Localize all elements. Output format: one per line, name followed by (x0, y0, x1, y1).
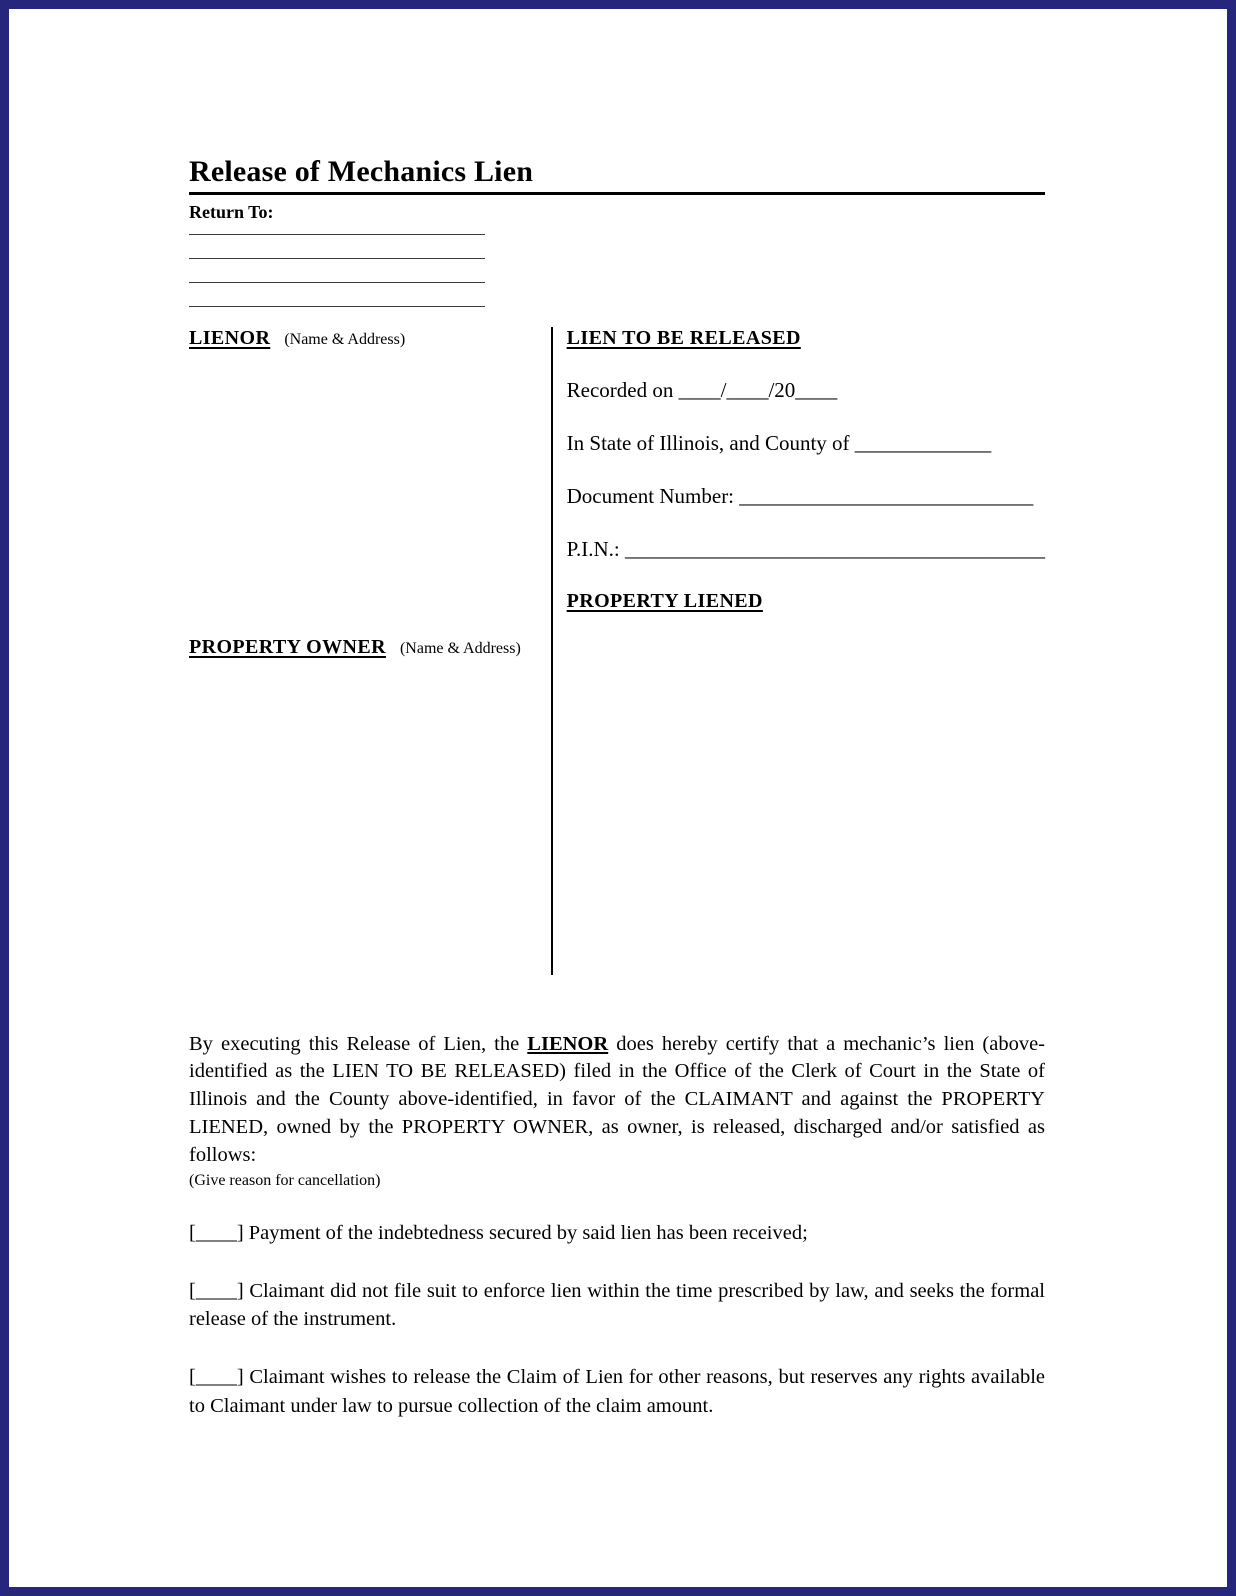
document-content (189, 155, 1045, 1420)
pin-line: P.I.N.: ________________________________________ (566, 536, 1045, 561)
return-to-blank-line (189, 223, 485, 235)
certify-lienor-ref: LIENOR (527, 1032, 609, 1055)
reason-note: (Give reason for cancellation) (189, 1171, 381, 1189)
return-to-blank-line (189, 283, 485, 307)
return-to-lines (189, 223, 485, 307)
property-owner-row (189, 636, 551, 659)
return-to-blank-line (189, 235, 485, 259)
lienor-subtext: (Name & Address) (284, 330, 406, 348)
property-owner-heading: PROPERTY OWNER (189, 635, 386, 658)
property-liened-heading: PROPERTY LIENED (566, 589, 763, 612)
lien-to-be-released-heading: LIEN TO BE RELEASED (566, 326, 801, 349)
lien-details-column (551, 327, 1045, 975)
page-title: Release of Mechanics Lien (189, 155, 534, 188)
parties-column (189, 327, 551, 975)
option-no-suit-filed: [____] Claimant did not file suit to enforce lien within the time prescribed by law, and seeks the formal release of the instrument. (189, 1279, 1045, 1331)
certify-text-post: does hereby certify that a mechanic’s lien (above-identified as the LIEN TO BE RELEASED) filed in the Office of the Clerk of Court in the State of Illinois and the County above-identified, in favor of the CLAIMANT and against the PROPERTY LIENED, owned by the PROPERTY OWNER, as owner, is released, discharged and/or satisfied as follows: (189, 1032, 1045, 1166)
property-owner-subtext: (Name & Address) (399, 639, 521, 657)
certify-text-pre: By executing this Release of Lien, the (189, 1032, 528, 1055)
certification-paragraph (189, 1031, 1045, 1170)
option-other-reasons: [____] Claimant wishes to release the Claim of Lien for other reasons, but reserves any rights available to Claimant under law to pursue collection of the claim amount. (189, 1365, 1045, 1417)
lienor-heading: LIENOR (189, 326, 271, 349)
option-payment-received: [____] Payment of the indebtedness secured by said lien has been received; (189, 1221, 808, 1244)
lienor-row (189, 327, 551, 350)
return-to-blank-line (189, 259, 485, 283)
document-number-line: Document Number: ____________________________ (566, 483, 1034, 508)
parties-section (189, 327, 1045, 975)
state-county-line: In State of Illinois, and County of _____________ (566, 430, 992, 455)
title-underline (189, 155, 1045, 195)
return-to-label: Return To: (189, 201, 274, 222)
recorded-on-line: Recorded on ____/____/20____ (566, 377, 838, 402)
